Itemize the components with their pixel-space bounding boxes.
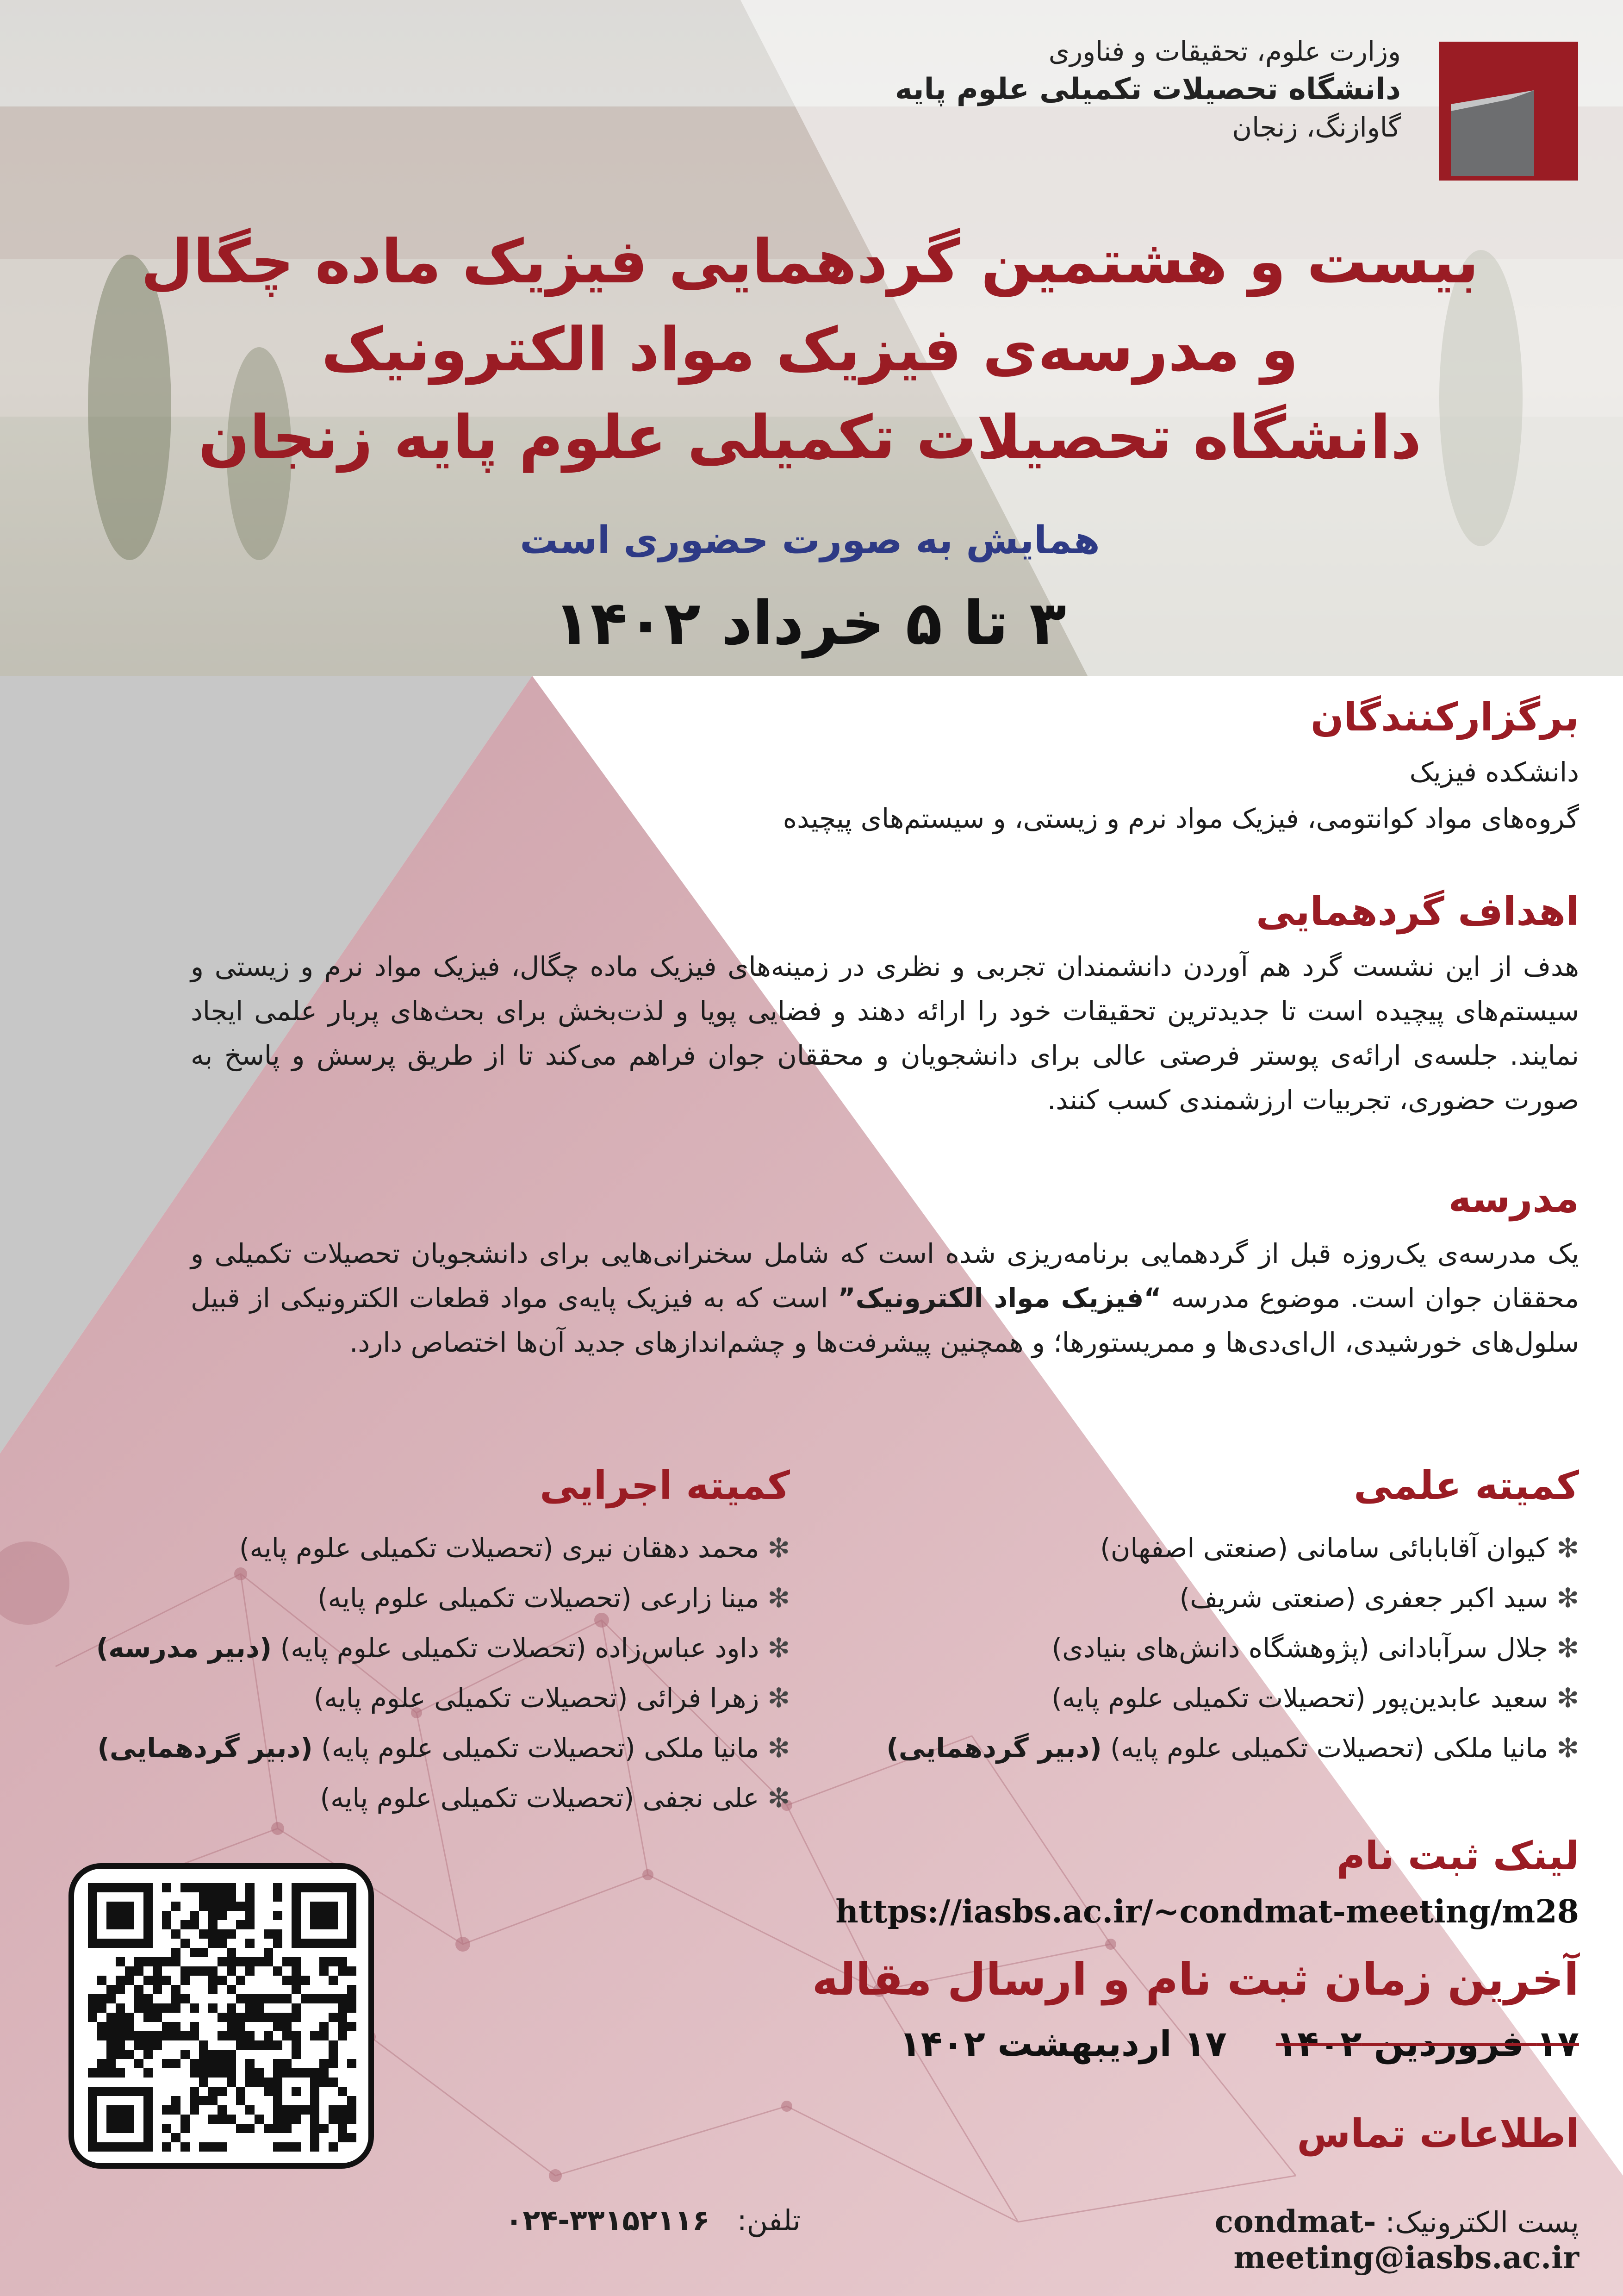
asterisk-icon: ✻	[767, 1632, 790, 1664]
executive-committee-heading: کمیته اجرایی	[540, 1463, 790, 1508]
new-deadline: ۱۷ اردیبهشت ۱۴۰۲	[899, 2023, 1227, 2064]
member-name: جلال سرآبادانی (پژوهشگاه دانش‌های بنیادی)	[1051, 1632, 1548, 1664]
member-name: سید اکبر جعفری (صنعتی شریف)	[1179, 1582, 1548, 1614]
asterisk-icon: ✻	[1556, 1632, 1579, 1664]
member-name: کیوان آقابابائی سامانی (صنعتی اصفهان)	[1100, 1532, 1548, 1564]
member-role: (دبیر گردهمایی)	[886, 1732, 1102, 1764]
organizers-heading: برگزارکنندگان	[1310, 694, 1579, 740]
member-name: علی نجفی (تحصیلات تکمیلی علوم پایه)	[320, 1782, 759, 1814]
asterisk-icon: ✻	[767, 1532, 790, 1564]
list-item	[3, 1773, 790, 1823]
asterisk-icon: ✻	[1556, 1732, 1579, 1764]
event-dates: ۳ تا ۵ خرداد ۱۴۰۲	[553, 588, 1066, 658]
email-label: پست الکترونیک:	[1385, 2205, 1579, 2239]
asterisk-icon: ✻	[767, 1682, 790, 1714]
deadline-heading: آخرین زمان ثبت نام و ارسال مقاله	[812, 1953, 1579, 2005]
asterisk-icon: ✻	[1556, 1682, 1579, 1714]
member-name: زهرا فرائی (تحصیلات تکمیلی علوم پایه)	[313, 1682, 759, 1714]
member-name: مانیا ملکی (تحصیلات تکمیلی علوم پایه)	[1110, 1732, 1548, 1764]
email-row	[885, 2203, 1579, 2276]
scientific-committee-heading: کمیته علمی	[1354, 1463, 1579, 1508]
phone-number: ۰۲۴-۳۳۱۵۲۱۱۶	[505, 2203, 710, 2237]
asterisk-icon: ✻	[767, 1782, 790, 1814]
list-item	[3, 1723, 790, 1773]
list-item	[839, 1573, 1579, 1623]
school-topic: “فیزیک مواد الکترونیک”	[838, 1282, 1162, 1314]
ministry-name: وزارت علوم، تحقیقات و فناوری	[1048, 36, 1401, 67]
asterisk-icon: ✻	[767, 1582, 790, 1614]
list-item	[3, 1673, 790, 1723]
member-name: مینا زارعی (تحصیلات تکمیلی علوم پایه)	[317, 1582, 759, 1614]
phone-row	[467, 2203, 801, 2237]
goals-text: هدف از این نشست گرد هم آوردن دانشمندان تجربی و نظری در زمینه‌های فیزیک ماده چگال، فیزیک مواد نرم و زیستی و سیستم‌های پیچیده است تا جدیدترین تحقیقات خود را ارائه دهند و فضایی پویا و لذت‌بخش برای بحث‌های پربار علمی ایجاد نمایند. جلسه‌ی ارائه‌ی پوستر فرصتی عالی برای دانشجویان و محققان جوان فراهم می‌کند تا از طریق پرسش و پاسخ به صورت حضوری، تجربیات ارزشمندی کسب کنند.	[191, 951, 1579, 1116]
member-name: مانیا ملکی (تحصیلات تکمیلی علوم پایه)	[321, 1732, 759, 1764]
organizers-faculty: دانشکده فیزیک	[1409, 756, 1579, 788]
school-text	[191, 1231, 1579, 1365]
title-line-3: دانشگاه تحصیلات تکمیلی علوم پایه زنجان	[198, 402, 1422, 473]
school-text-a: یک مدرسه‌ی یک‌روزه قبل از گردهمایی برنامه‌ریزی شده است که شامل سخنرانی‌هایی برای دانشجویان تحصیلات تکمیلی و محققان جوان است. موضوع مدرسه	[191, 1238, 1579, 1314]
registration-heading: لینک ثبت نام	[1336, 1833, 1579, 1878]
institution-header	[660, 32, 1401, 146]
member-name: سعید عابدین‌پور (تحصیلات تکمیلی علوم پایه)	[1051, 1682, 1548, 1714]
list-item	[839, 1623, 1579, 1673]
member-name: داود عباس‌زاده (تحصلات تکمیلی علوم پایه)	[280, 1632, 759, 1664]
list-item	[3, 1573, 790, 1623]
list-item	[3, 1623, 790, 1673]
qr-code-icon[interactable]	[88, 1883, 356, 2152]
event-mode: همایش به صورت حضوری است	[520, 518, 1100, 562]
organizers-groups: گروه‌های مواد کوانتومی، فیزیک مواد نرم و زیستی، و سیستم‌های پیچیده	[783, 803, 1579, 834]
event-title	[139, 218, 1481, 481]
email-address[interactable]: condmat-meeting@iasbs.ac.ir	[1214, 2203, 1579, 2276]
list-item	[839, 1673, 1579, 1723]
title-line-2: و مدرسه‌ی فیزیک مواد الکترونیک	[321, 314, 1299, 385]
member-name: محمد دهقان نیری (تحصیلات تکمیلی علوم پایه)	[239, 1532, 759, 1564]
school-text-b: است که به فیزیک پایه‌ی مواد قطعات الکترونیکی از قبیل سلول‌های خورشیدی، ال‌ای‌دی‌ها و ممریستورها؛ و همچنین پیشرفت‌ها و چشم‌اندازهای جدید آن‌ها اختصاص دارد.	[191, 1282, 1579, 1358]
asterisk-icon: ✻	[1556, 1582, 1579, 1614]
title-line-1: بیست و هشتمین گردهمایی فیزیک ماده چگال	[141, 226, 1479, 297]
list-item	[839, 1523, 1579, 1573]
executive-committee-list	[3, 1523, 790, 1823]
university-location: گاوازنگ، زنجان	[1232, 112, 1401, 143]
goals-heading: اهداف گردهمایی	[1256, 889, 1579, 934]
contact-heading: اطلاعات تماس	[1297, 2111, 1579, 2156]
registration-link[interactable]: https://iasbs.ac.ir/~condmat-meeting/m28	[835, 1893, 1579, 1930]
university-name: دانشگاه تحصیلات تکمیلی علوم پایه	[895, 72, 1401, 106]
asterisk-icon: ✻	[1556, 1532, 1579, 1564]
scientific-committee-list	[839, 1523, 1579, 1773]
deadline-dates	[376, 2023, 1579, 2064]
member-role: (دبیر مدرسه)	[96, 1632, 272, 1664]
school-heading: مدرسه	[1448, 1176, 1579, 1221]
list-item	[839, 1723, 1579, 1773]
university-logo-icon	[1439, 42, 1578, 181]
old-deadline: ۱۷ فروردین ۱۴۰۲	[1275, 2023, 1579, 2064]
member-role: (دبیر گردهمایی)	[97, 1732, 313, 1764]
list-item	[3, 1523, 790, 1573]
phone-label: تلفن:	[737, 2203, 801, 2237]
asterisk-icon: ✻	[767, 1732, 790, 1764]
